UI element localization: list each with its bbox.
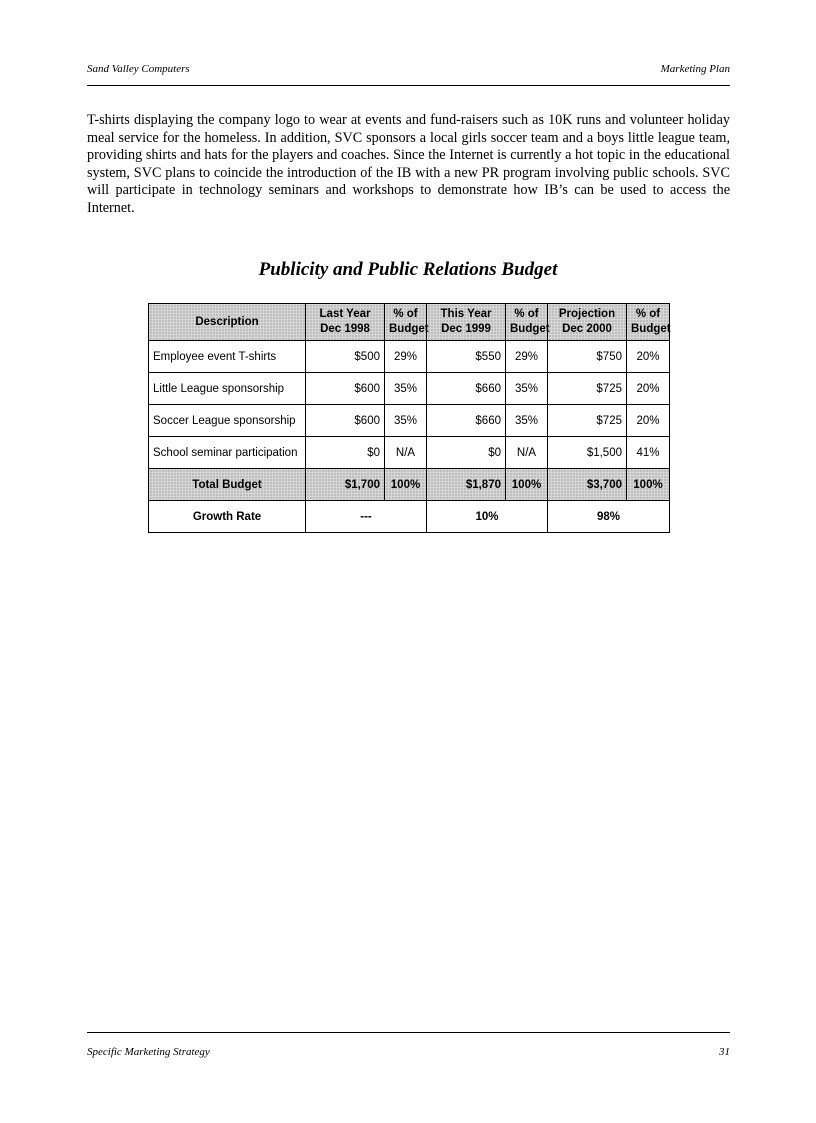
header-pct-last-year: % of Budget	[385, 304, 427, 341]
row-pct-projection: 20%	[627, 341, 670, 373]
row-pct-this-year: 35%	[506, 373, 548, 405]
row-last-year: $500	[306, 341, 385, 373]
total-pct-this-year: 100%	[506, 469, 548, 501]
growth-last-year: ---	[306, 501, 427, 533]
header-rule	[87, 85, 730, 86]
row-pct-this-year: 35%	[506, 405, 548, 437]
row-projection: $725	[548, 373, 627, 405]
footer-rule	[87, 1032, 730, 1033]
footer-section: Specific Marketing Strategy	[87, 1046, 210, 1058]
row-pct-last-year: 35%	[385, 373, 427, 405]
row-description: Employee event T-shirts	[149, 341, 306, 373]
total-last-year: $1,700	[306, 469, 385, 501]
header-company: Sand Valley Computers	[87, 63, 190, 75]
row-pct-last-year: N/A	[385, 437, 427, 469]
row-description: School seminar participation	[149, 437, 306, 469]
table-title: Publicity and Public Relations Budget	[258, 259, 558, 280]
row-description: Little League sponsorship	[149, 373, 306, 405]
row-pct-this-year: N/A	[506, 437, 548, 469]
row-pct-projection: 20%	[627, 373, 670, 405]
growth-projection: 98%	[548, 501, 670, 533]
row-this-year: $550	[427, 341, 506, 373]
row-pct-projection: 41%	[627, 437, 670, 469]
table-row	[149, 405, 670, 437]
row-pct-projection: 20%	[627, 405, 670, 437]
row-last-year: $0	[306, 437, 385, 469]
row-pct-last-year: 29%	[385, 341, 427, 373]
header-last-year: Last Year Dec 1998	[306, 304, 385, 341]
header-projection: Projection Dec 2000	[548, 304, 627, 341]
budget-table	[148, 303, 670, 533]
total-label: Total Budget	[149, 469, 306, 501]
total-row	[149, 469, 670, 501]
row-last-year: $600	[306, 405, 385, 437]
growth-this-year: 10%	[427, 501, 548, 533]
table-header-row	[149, 304, 670, 341]
growth-label: Growth Rate	[149, 501, 306, 533]
header-pct-projection: % of Budget	[627, 304, 670, 341]
table-row	[149, 373, 670, 405]
body-paragraph: T-shirts displaying the company logo to wear at events and fund-raisers such as 10K runs and volunteer holiday meal service for the homeless. In addition, SVC sponsors a local girls soccer team and a boys little league team, providing shirts and hats for the players and coaches. Since the Internet is currently a hot topic in the educational system, SVC plans to coincide the introduction of the IB with a new PR program involving public schools. SVC will participate in technology seminars and workshops to demonstrate how IB’s can be used to access the Internet.	[87, 112, 730, 216]
row-this-year: $0	[427, 437, 506, 469]
header-pct-this-year: % of Budget	[506, 304, 548, 341]
row-projection: $750	[548, 341, 627, 373]
row-projection: $1,500	[548, 437, 627, 469]
header-description: Description	[149, 304, 306, 341]
row-last-year: $600	[306, 373, 385, 405]
total-this-year: $1,870	[427, 469, 506, 501]
table-row	[149, 341, 670, 373]
page-number: 31	[719, 1046, 730, 1058]
row-description: Soccer League sponsorship	[149, 405, 306, 437]
total-pct-last-year: 100%	[385, 469, 427, 501]
header-this-year: This Year Dec 1999	[427, 304, 506, 341]
row-this-year: $660	[427, 373, 506, 405]
row-pct-last-year: 35%	[385, 405, 427, 437]
row-this-year: $660	[427, 405, 506, 437]
row-projection: $725	[548, 405, 627, 437]
total-pct-projection: 100%	[627, 469, 670, 501]
growth-row	[149, 501, 670, 533]
row-pct-this-year: 29%	[506, 341, 548, 373]
header-section: Marketing Plan	[660, 63, 730, 75]
total-projection: $3,700	[548, 469, 627, 501]
table-row	[149, 437, 670, 469]
